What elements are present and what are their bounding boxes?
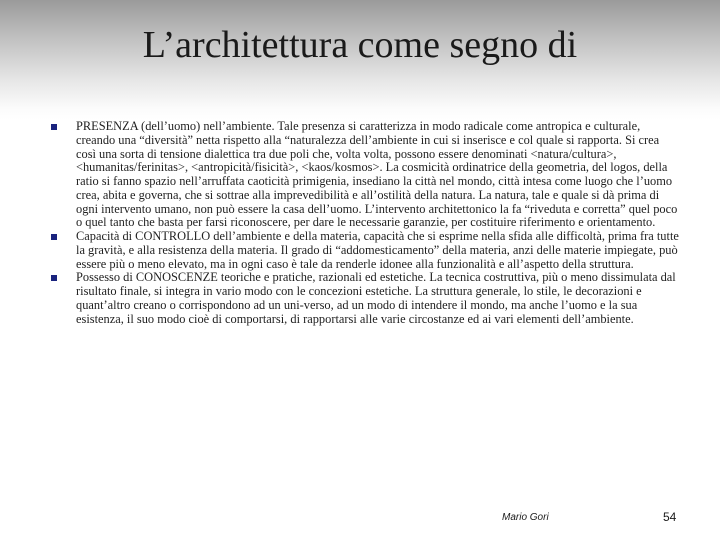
bullet-item-conoscenze (50, 271, 682, 326)
footer-author: Mario Gori (502, 512, 549, 523)
bullet-list (50, 120, 682, 326)
square-bullet-icon (51, 234, 57, 240)
page-number: 54 (663, 510, 677, 524)
square-bullet-icon (51, 124, 57, 130)
bullet-text: Possesso di CONOSCENZE teoriche e pratiche, razionali ed estetiche. La tecnica costruttiva, più o meno dissimulata dal risultato finale, si integra in vario modo con le concezioni estetiche. La struttura generale, lo stile, le decorazioni e quant’altro creano o corrispondono ad un uni-verso, ad un modo di intendere il mondo, ma anche l’uomo e la sua esistenza, il suo modo cioè di comportarsi, di rapportarsi alle varie circostanze ed ai vari elementi dell’ambiente. (76, 270, 676, 326)
bullet-item-presenza (50, 120, 682, 230)
bullet-text: PRESENZA (dell’uomo) nell’ambiente. Tale presenza si caratterizza in modo radicale come antropica e culturale, creando una “diversità” netta rispetto alla “naturalezza dell’ambiente in cui si inserisce e col quale si rapporta. Si crea così una sorta di tensione dialettica tra due poli che, volta volta, possono essere denominati <natura/cultura>, <humanitas/ferinitas>, <antropicità/fisicità>, <kaos/kosmos>. La cosmicità ordinatrice della geometria, del logos, della ratio si fanno spazio nell’arruffata caoticità primigenia, insediano la città nel mondo, città intesa come luogo che l’uomo crea, abita e governa, che si sottrae alla imprevedibilità e all’ostilità della natura. La natura, tale e quale si dà prima di ogni intervento umano, non può essere la casa dell’uomo. L’intervento architettonico la fa “riveduta e corretta” quel poco o quel tanto che basta per farsi riconoscere, per dare le necessarie garanzie, per costituire riferimento e orientamento. (76, 119, 678, 230)
bullet-item-controllo (50, 230, 682, 271)
square-bullet-icon (51, 275, 57, 281)
bullet-text: Capacità di CONTROLLO dell’ambiente e della materia, capacità che si esprime nella sfida alle difficoltà, prima fra tutte la gravità, e alla resistenza della materia. Il grado di “addomesticamento” della materia, anzi delle materie impiegate, può essere più o meno elevato, ma in ogni caso è tale da renderle idonee alla funzionalità e all’aspetto della struttura. (76, 229, 679, 271)
slide-title: L’architettura come segno di (142, 24, 578, 66)
